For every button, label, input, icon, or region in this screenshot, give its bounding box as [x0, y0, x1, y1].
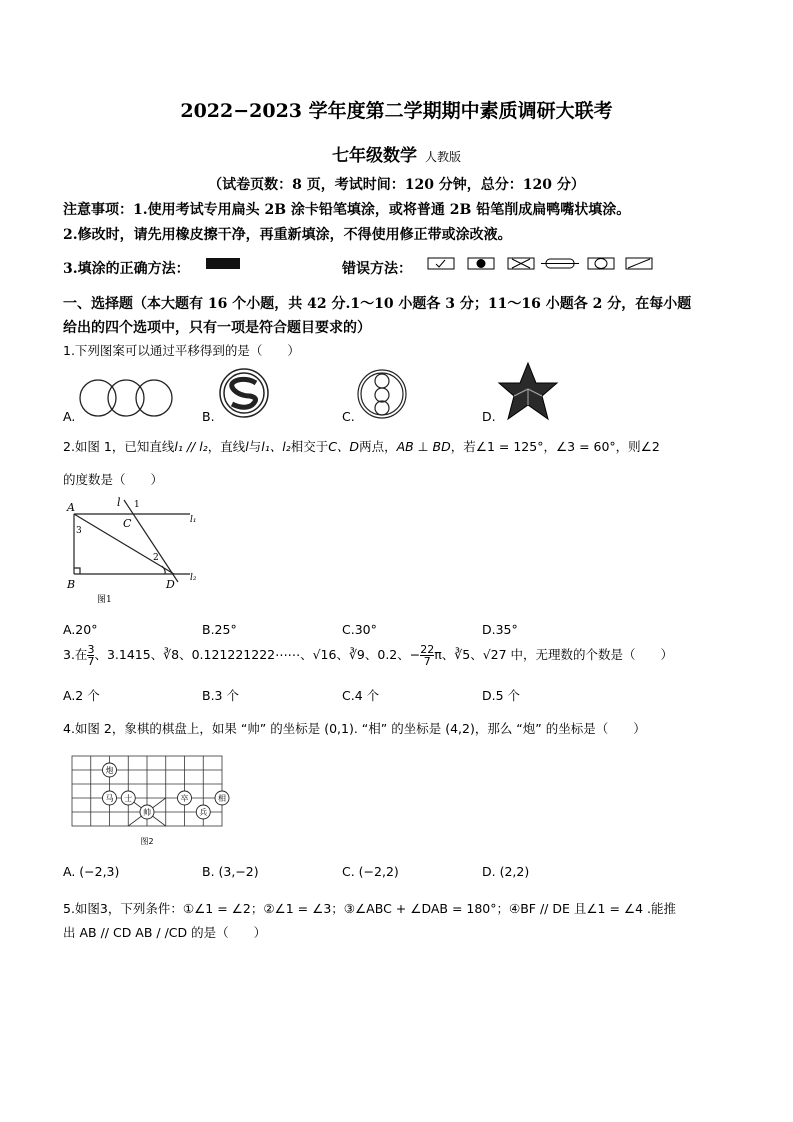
q3-option-d: D.5 个: [482, 688, 521, 703]
piece-shi: 士: [124, 794, 133, 803]
q4-option-a: A. (−2,3): [63, 864, 120, 879]
fig1-label-a: A: [67, 501, 75, 514]
fig1-label-b: B: [67, 578, 76, 591]
fig1-label-2: 2: [153, 553, 159, 563]
fig1-label-d: D: [166, 578, 175, 591]
section1-line-2: 给出的四个选项中，只有一项是符合题目要求的）: [63, 320, 371, 336]
q2-figure-1: [62, 496, 212, 611]
piece-ma: 马: [105, 794, 114, 803]
q1-stem: 1.下列图案可以通过平移得到的是（ ）: [63, 343, 300, 358]
piece-shuai: 帅: [143, 808, 151, 817]
subject-line: [0, 141, 793, 166]
q2-option-d: D.35°: [482, 622, 518, 637]
fig1-label-l: l: [117, 496, 121, 509]
q1-option-a: A.: [63, 409, 76, 424]
q4-option-d: D. (2,2): [482, 864, 530, 879]
fig1-label-l2: l₂: [190, 573, 197, 583]
q5-stem-line-2: 出 AB // CD AB / /CD 的是（ ）: [63, 925, 267, 940]
piece-bing: 兵: [199, 808, 208, 817]
fig1-label-c: C: [123, 517, 132, 530]
notes-line-1: 注意事项：1.使用考试专用扁头 2B 涂卡铅笔填涂，或将普通 2B 铅笔削成扁鸭嘴状填涂。: [63, 202, 631, 218]
q1-figure-a-three-circles: [80, 374, 175, 422]
q1-figure-d-star: [497, 361, 559, 423]
fig1-label-1: 1: [134, 500, 140, 510]
fig1-caption: 图1: [97, 595, 112, 605]
q3-option-c: C.4 个: [342, 688, 380, 703]
piece-xiang: 相: [218, 794, 226, 803]
q1-figure-b-s-circle: [218, 366, 274, 422]
q4-stem: 4.如图 2，象棋的棋盘上，如果 “帅” 的坐标是 (0,1). “相” 的坐标是 (4,2)，那么 “炮” 的坐标是（ ）: [63, 721, 646, 736]
q4-option-b: B. (3,−2): [202, 864, 259, 879]
q2-option-b: B.25°: [202, 622, 237, 637]
q3-stem: 3.在 $\frac{3}{7}$ 、3.1415、∛8、0.121221222⋯⋯、√16、∛9、0.2、− $\frac{22}{7}$ π、∛5、√27 中，无理数的个数是（ ）: [63, 643, 674, 668]
subject: 七年级数学: [331, 146, 417, 166]
wrong-fill-marks: [428, 256, 658, 272]
fig1-label-l1: l₁: [190, 515, 197, 525]
exam-info: （试卷页数：8 页，考试时间：120 分钟，总分：120 分）: [208, 177, 585, 193]
section1-line-1: 一、选择题（本大题有 16 个小题，共 42 分.1～10 小题各 3 分；11～16 小题各 2 分，在每小题: [63, 296, 692, 312]
correct-fill-mark: [206, 258, 240, 269]
wrong-method-label: 错误方法：: [342, 261, 412, 277]
q1-option-c: C.: [342, 409, 355, 424]
edition: 人教版: [424, 150, 461, 164]
q3-option-b: B.3 个: [202, 688, 239, 703]
q1-option-b: B.: [202, 409, 215, 424]
q1-figure-c-stacked-circles: [356, 365, 410, 423]
fig1-label-3: 3: [76, 526, 82, 536]
fig2-caption: 图2: [140, 837, 154, 846]
notes-line-3: 3.填涂的正确方法：: [63, 261, 190, 277]
q2-stem-line-1: 2.如图 1，已知直线l₁ // l₂，直线l与l₁、l₂相交于C、D两点，AB ⊥ BD，若∠1 = 125°，∠3 = 60°，则∠2: [63, 439, 660, 454]
q3-option-a: A.2 个: [63, 688, 100, 703]
q2-option-a: A.20°: [63, 622, 98, 637]
piece-pao: 炮: [105, 766, 114, 775]
q2-stem-line-2: 的度数是（ ）: [63, 472, 164, 487]
notes-line-2: 2.修改时，请先用橡皮擦干净，再重新填涂，不得使用修正带或涂改液。: [63, 227, 512, 243]
q1-option-d: D.: [482, 409, 496, 424]
exam-title: 2022−2023 学年度第二学期期中素质调研大联考: [180, 100, 613, 122]
piece-zu: 卒: [180, 794, 189, 803]
q4-option-c: C. (−2,2): [342, 864, 399, 879]
q5-stem-line-1: 5.如图3，下列条件：①∠1 = ∠2；②∠1 = ∠3；③∠ABC + ∠DAB = 180°；④BF // DE 且∠1 = ∠4 .能推: [63, 901, 677, 916]
q2-option-c: C.30°: [342, 622, 377, 637]
q4-figure-2-chessboard: [70, 754, 230, 849]
